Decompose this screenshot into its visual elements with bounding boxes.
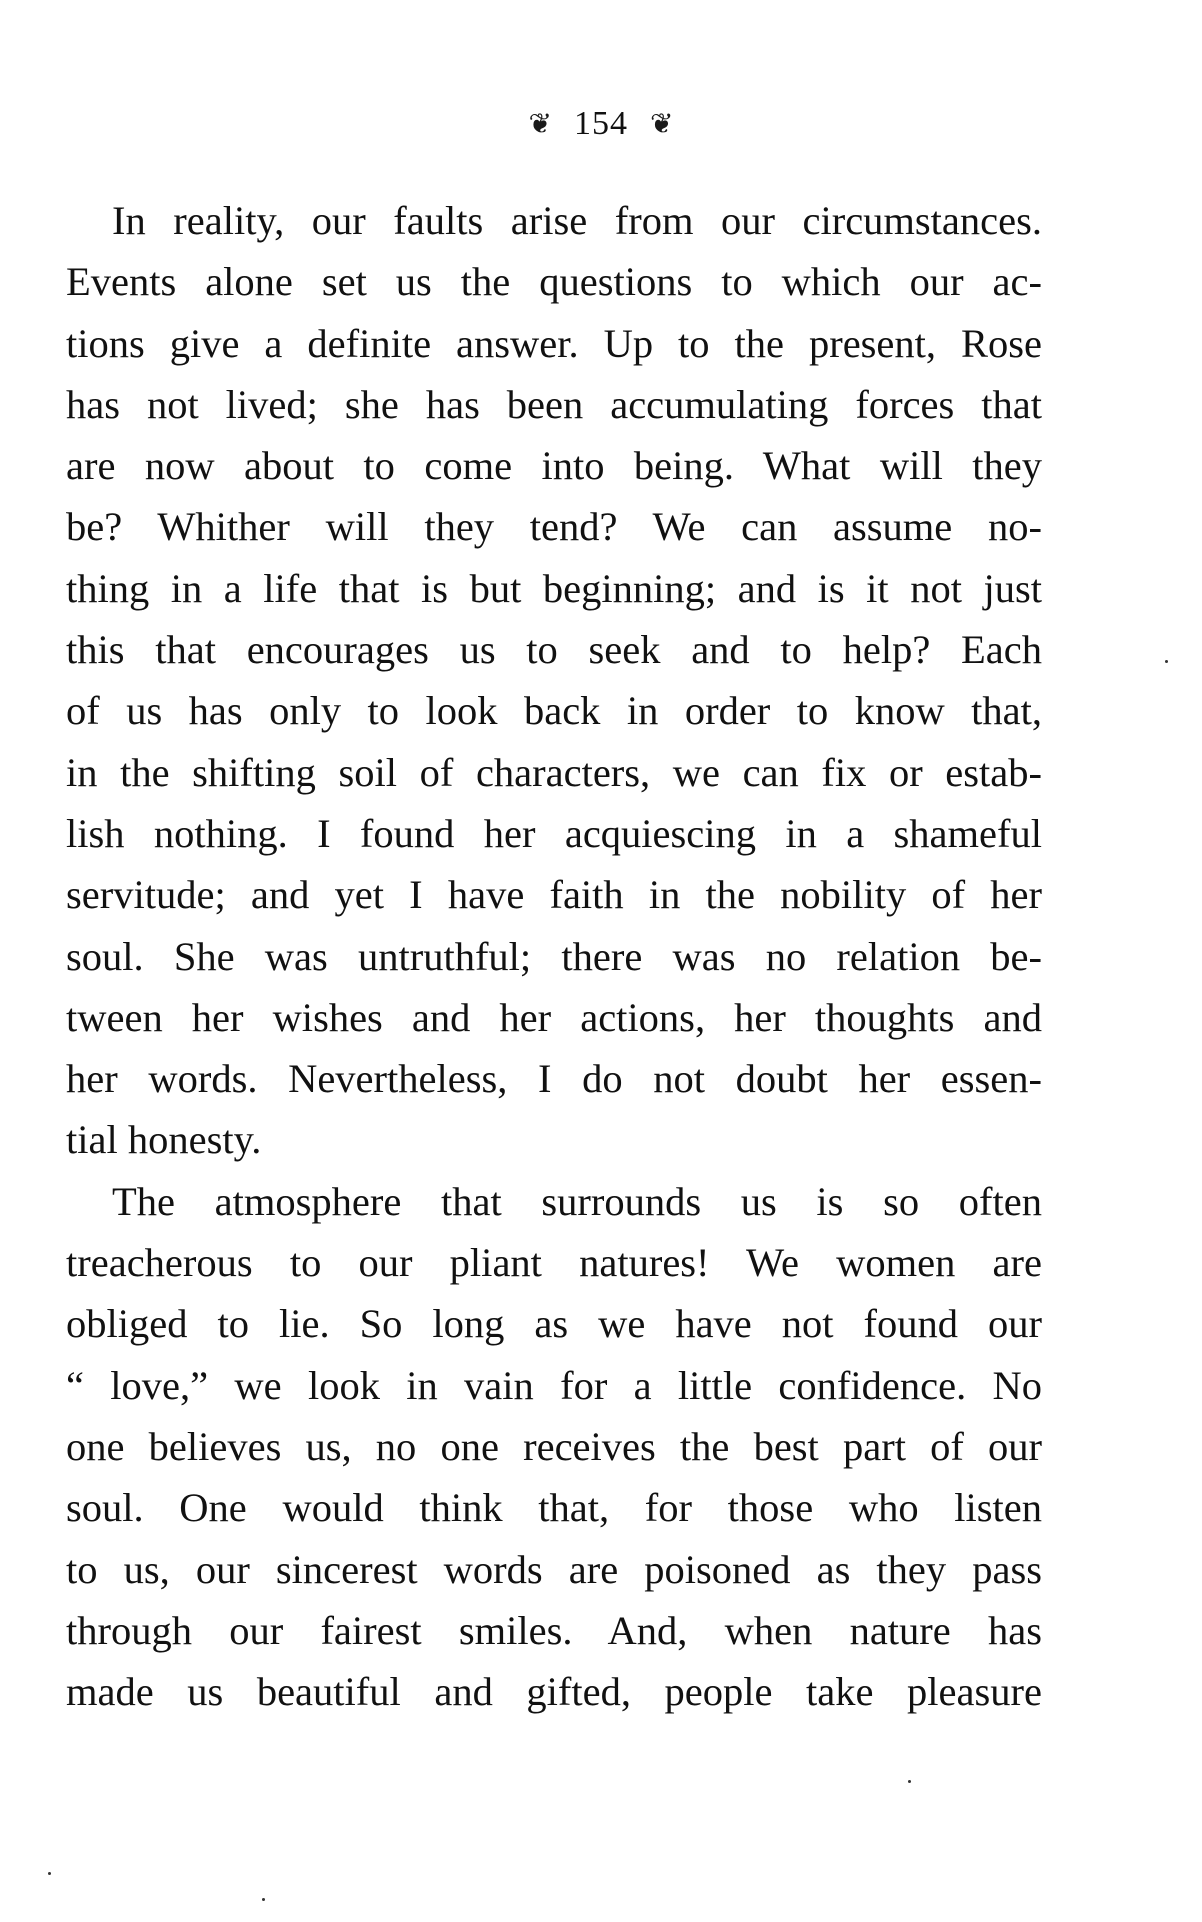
text-line: through our fairest smiles. And, when nature has <box>66 1607 1042 1653</box>
text-line: The atmosphere that surrounds us is so often <box>112 1178 1042 1224</box>
paragraph-1 <box>66 190 1042 1171</box>
text-line: to us, our sincerest words are poisoned as they pass <box>66 1546 1042 1592</box>
paper-speck <box>908 1780 911 1783</box>
text-line: of us has only to look back in order to know that, <box>66 688 1042 734</box>
text-line: tial honesty. <box>66 1117 262 1163</box>
paragraph-2 <box>66 1171 1042 1723</box>
text-line: has not lived; she has been accumulating forces that <box>66 381 1042 427</box>
text-line: “ love,” we look in vain for a little confidence. No <box>66 1362 1042 1408</box>
text-line: In reality, our faults arise from our circumstances. <box>112 198 1042 243</box>
text-line: servitude; and yet I have faith in the nobility of her <box>66 872 1042 918</box>
text-line: treacherous to our pliant natures! We women are <box>66 1240 1042 1286</box>
text-line: obliged to lie. So long as we have not found our <box>66 1301 1042 1347</box>
paper-speck <box>262 1898 265 1901</box>
text-line: in the shifting soil of characters, we can fix or estab- <box>66 749 1042 795</box>
left-ornament-icon: ❦ <box>528 107 552 140</box>
text-line: tions give a definite answer. Up to the present, Rose <box>66 320 1042 366</box>
text-line: are now about to come into being. What will they <box>66 443 1042 489</box>
text-line: her words. Nevertheless, I do not doubt her essen- <box>66 1056 1042 1102</box>
text-line: be? Whither will they tend? We can assume no- <box>66 504 1042 550</box>
right-ornament-icon: ❦ <box>650 107 674 140</box>
page-header <box>0 102 1202 146</box>
text-line: made us beautiful and gifted, people take pleasure <box>66 1669 1042 1715</box>
text-line: this that encourages us to seek and to help? Each <box>66 627 1042 673</box>
text-line: one believes us, no one receives the best part of our <box>66 1423 1042 1469</box>
page-number: 154 <box>574 105 628 142</box>
text-line: tween her wishes and her actions, her thoughts and <box>66 994 1042 1040</box>
page-body <box>66 190 1042 1722</box>
text-line: thing in a life that is but beginning; and is it not just <box>66 565 1042 611</box>
paper-speck <box>48 1872 51 1875</box>
text-line: lish nothing. I found her acquiescing in a shameful <box>66 810 1042 856</box>
paper-speck <box>1165 660 1168 663</box>
text-line: Events alone set us the questions to which our ac- <box>66 259 1042 305</box>
text-line: soul. She was untruthful; there was no relation be- <box>66 933 1042 979</box>
text-line: soul. One would think that, for those who listen <box>66 1485 1042 1531</box>
